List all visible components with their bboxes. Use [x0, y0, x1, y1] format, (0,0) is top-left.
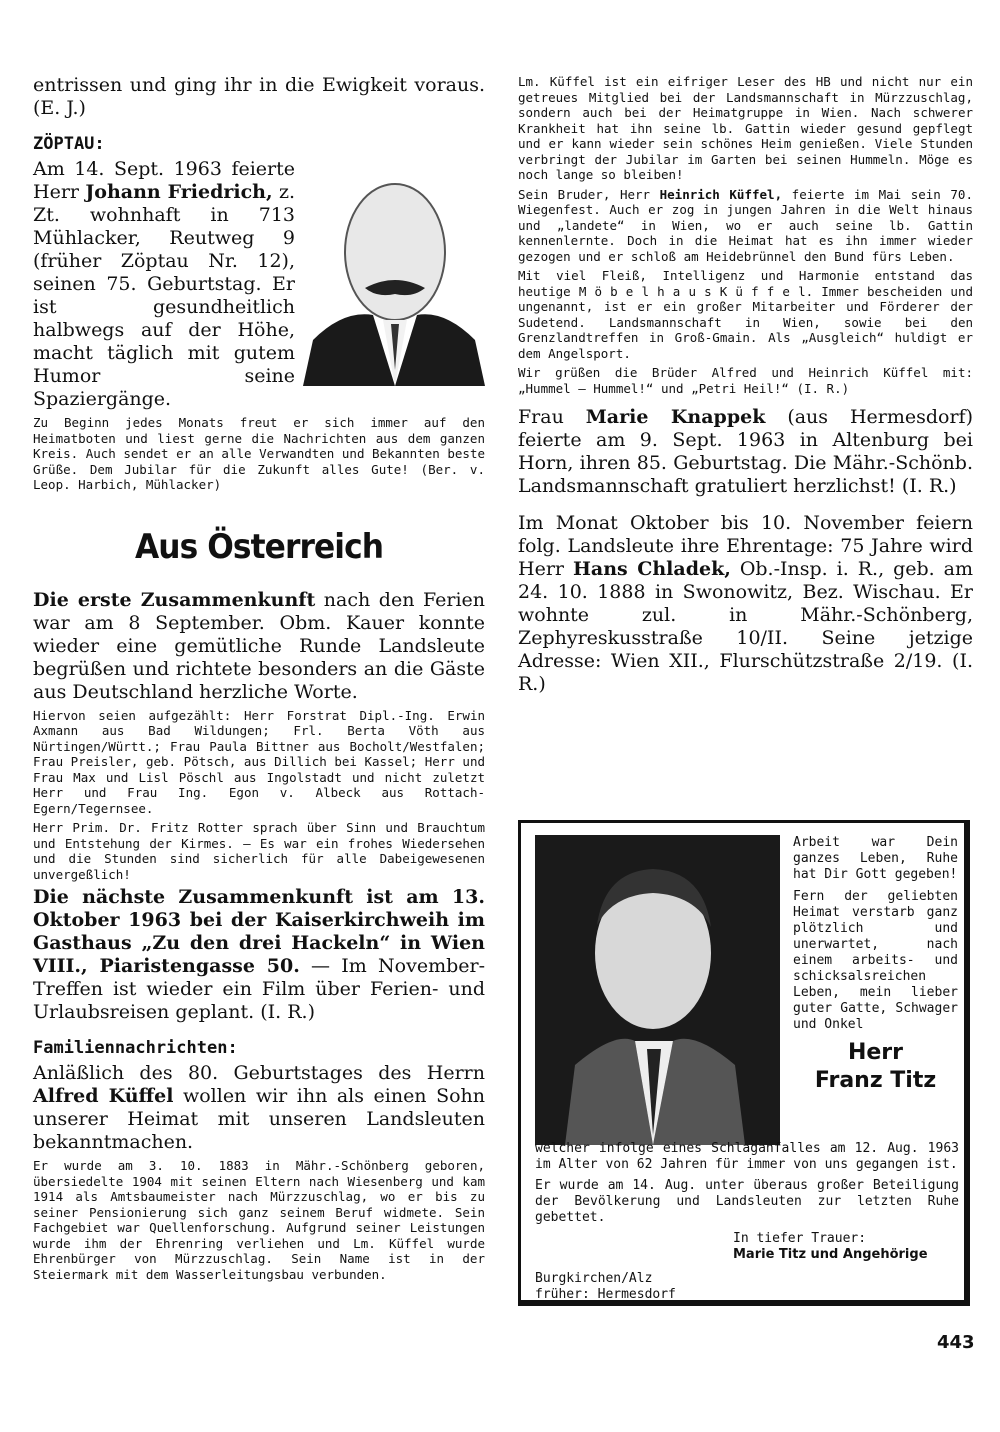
- right-column: [518, 74, 973, 696]
- deceased-title: Herr: [847, 1040, 904, 1065]
- obituary-box: [518, 820, 970, 1306]
- meeting-talk: Herr Prim. Dr. Fritz Rotter sprach über Sinn und Brauchtum und Entstehung der Kirmes. — Es war ein frohes Wiedersehen und die Stunden sind sicherlich für alle Dabeigewesenen unvergeßlich!: [33, 820, 485, 882]
- zoeptau-detail: Zu Beginn jedes Monats freut er sich immer auf den Heimatboten und liest gerne die Nachrichten aus dem ganzen Kreis. Auch sendet er an alle Verwandten und Bekannten beste Grüße. Dem Jubilar für die Zukunft alles Gute! (Ber. v. Leop. Harbich, Mühlacker): [33, 415, 485, 492]
- obituary-text-1: welcher infolge eines Schlaganfalles am 12. Aug. 1963 im Alter von 62 Jahren für immer von uns gegangen ist.: [535, 1141, 959, 1172]
- family-lead: Anläßlich des 80. Geburtstages des Herrn Alfred Küffel wollen wir ihn als einen Sohn unserer Heimat mit unseren Landsleuten bekanntmachen.: [33, 1062, 485, 1153]
- meeting-lead: Die erste Zusammenkunft nach den Ferien war am 8 September. Obm. Kauer konnte wieder eine gemütliche Runde Landsleute begrüßen und richtete besonders an die Gäste aus Deutschland herzliche Worte.: [33, 588, 486, 703]
- section-headline: Aus Österreich: [134, 526, 384, 567]
- family-detail: Er wurde am 3. 10. 1883 in Mähr.-Schönberg geboren, übersiedelte 1904 mit seinen Eltern nach Wiesenberg und kam 1914 als Amtsbaumeister nach Mürzzuschlag, wo er bis zu seiner Pensionierung sich ganz seinem Beruf widmete. Sein Fachgebiet war Quellenforschung. Aufgrund seiner Leistungen wurde ihm der Ehrenring verliehen und Lm. Küffel wurde Ehrenbürger von Mürzzuschlag. Sein Name ist in der Steiermark mit dem Wasserleitungsbau verbunden.: [33, 1158, 485, 1282]
- kueffel-paragraph-1: Lm. Küffel ist ein eifriger Leser des HB und nicht nur ein getreues Mitglied bei der Landsmannschaft in Mürzzuschlag, sondern auch bei der Heimatgruppe in Wien. Nach schwerer Krankheit hat ihn seine lb. Gattin wieder gesund gepflegt und er kann wieder sein schönes Heim genießen. Viele Stunden verbringt der Jubilar im Garten bei seinen Hummeln. Möge es noch lange so bleiben!: [518, 74, 973, 182]
- family-heading: Familiennachrichten:: [33, 1038, 238, 1058]
- obituary-text-2: Er wurde am 14. Aug. unter überaus großer Beteiligung der Bevölkerung und Landsleuten zur letzten Ruhe gebettet.: [535, 1178, 959, 1225]
- portrait-johann-friedrich: [303, 170, 485, 386]
- next-meeting: Die nächste Zusammenkunft ist am 13. Oktober 1963 bei der Kaiserkirchweih im Gasthaus „Zu den drei Hackeln“ in Wien VIII., Piaristengasse 50. — Im November-Treffen ist wieder ein Film über Ferien- und Urlaubsreisen geplant. (I. R.): [33, 886, 486, 1023]
- portrait-franz-titz: [535, 835, 780, 1145]
- verse-line-1: Arbeit war Dein ganzes Leben, Ruhe hat Dir Gott gegeben!: [793, 835, 958, 882]
- mourners: Marie Titz und Angehörige: [733, 1247, 928, 1262]
- kueffel-paragraph-2: Sein Bruder, Herr Heinrich Küffel, feierte im Mai sein 70. Wiegenfest. Auch er zog in jungen Jahren in die Welt hinaus und „landete“ in Wien, wo er auch seine lb. Gattin kennenlernte. Doch in die Heimat hat es ihn immer wieder gezogen und er schloß am Heidebrünnel den Bund fürs Leben.: [518, 186, 973, 264]
- verse-line-2: Fern der geliebten Heimat verstarb ganz plötzlich und unerwartet, nach einem arbeits- und schicksalsreichen Leben, mein lieber guter Gatte, Schwager und Onkel: [793, 889, 958, 1032]
- obituary-verse: [793, 835, 958, 1095]
- mourning-label: In tiefer Trauer:: [733, 1231, 867, 1246]
- obituary-text: [535, 1141, 959, 1303]
- zoeptau-heading: ZÖPTAU:: [33, 134, 105, 154]
- place-2: früher: Hermesdorf: [535, 1287, 676, 1302]
- meeting-guests: Hiervon seien aufgezählt: Herr Forstrat Dipl.-Ing. Erwin Axmann aus Bad Wildungen; Frl. Berta Vöth aus Nürtingen/Württ.; Frau Paula Bittner aus Bocholt/Westfalen; Frau Preisler, geb. Pötsch, aus Dillich bei Kassel; Herr und Frau Max und Lisl Pöschl aus Ingolstadt und nicht zuletzt Herr und Frau Ing. Egon v. Albeck aus Rottach-Egern/Tegernsee.: [33, 707, 485, 816]
- zoeptau-lead: Am 14. Sept. 1963 feierte Herr Johann Friedrich, z. Zt. wohnhaft in 713 Mühlacker, Reutweg 9 (früher Zöptau Nr. 12), seinen 75. Geburtstag. Er ist gesundheitlich halbwegs auf der Höhe, macht täglich mit gutem Humor seine Spaziergänge.: [33, 158, 296, 410]
- intro-paragraph: entrissen und ging ihr in die Ewigkeit voraus. (E. J.): [33, 74, 485, 119]
- kueffel-paragraph-3: Mit viel Fleiß, Intelligenz und Harmonie entstand das heutige M ö b e l h a u s K ü f f e l. Immer bescheiden und ungenannt, ist er ein großer Mitarbeiter und Förderer der Sudetend. Landsmannschaft in Wien, sowie bei den Grenzlandtreffen in Groß-Gmain. Als „Ausgleich“ huldigt er dem Angelsport.: [518, 268, 973, 361]
- deceased-name: Franz Titz: [814, 1068, 937, 1093]
- october-paragraph: Im Monat Oktober bis 10. November feiern folg. Landsleute ihre Ehrentage: 75 Jahre wird Herr Hans Chladek, Ob.-Insp. i. R., geb. am 24. 10. 1888 in Swonowitz, Bez. Wischau. Er wohnte zul. in Mähr.-Schönberg, Zephyreskusstraße 10/II. Seine jetzige Adresse: Wien XII., Flurschützstraße 2/19. (I. R.): [518, 512, 973, 695]
- knappek-paragraph: Frau Marie Knappek (aus Hermesdorf) feierte am 9. Sept. 1963 in Altenburg bei Horn, ihren 85. Geburtstag. Die Mähr.-Schönb. Landsmannschaft gratuliert herzlichst! (I. R.): [518, 406, 973, 497]
- kueffel-greeting: Wir grüßen die Brüder Alfred und Heinrich Küffel mit: „Hummel — Hummel!“ und „Petri Heil!“ (I. R.): [518, 365, 973, 396]
- page-number: 443: [937, 1332, 975, 1353]
- place-1: Burgkirchen/Alz: [535, 1271, 653, 1286]
- left-column: [33, 74, 485, 1282]
